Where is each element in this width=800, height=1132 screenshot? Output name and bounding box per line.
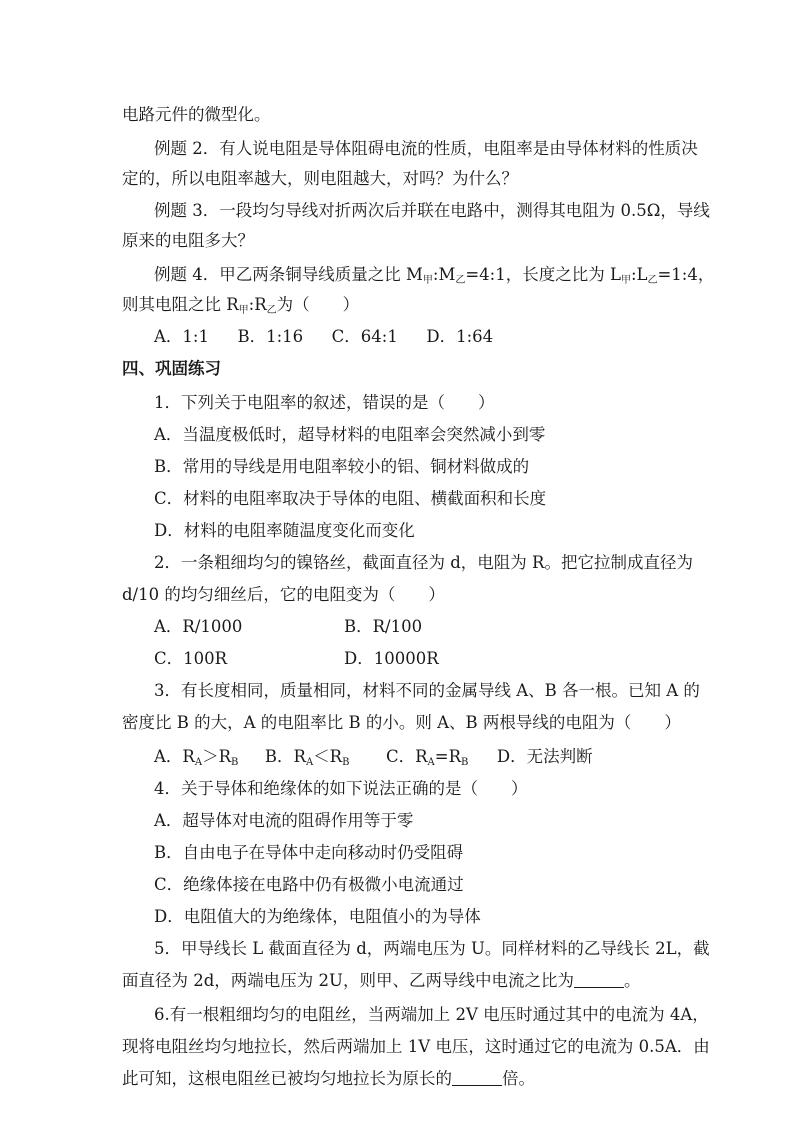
option-a: A．1:1 [154, 327, 209, 346]
q4-option-d: D．电阻值大的为绝缘体，电阻值小的为导体 [154, 907, 481, 926]
q3-option-d: D．无法判断 [496, 747, 593, 766]
option-b: B．1:16 [237, 327, 304, 346]
example-3-line-2: 原来的电阻多大？ [122, 231, 254, 250]
question-3-line-2: 密度比 B 的大，A 的电阻率比 B 的小。则 A、B 两根导线的电阻为（ ） [122, 713, 681, 732]
option-d: D．1:64 [426, 327, 494, 346]
example-3-line-1: 例题 3．一段均匀导线对折两次后并联在电路中，测得其电阻为 0.5Ω，导线 [154, 201, 710, 220]
question-2-line-2: d/10 的均匀细丝后，它的电阻变为（ ） [122, 585, 445, 604]
q2-options-row-2 [154, 648, 439, 670]
question-5-line-2: 面直径为 2d，两端电压为 2U，则甲、乙两导线中电流之比为 。 [122, 971, 641, 990]
q3-option-a: A．$R_A>R_B$ [154, 747, 239, 768]
question-3-line-1: 3．有长度相同，质量相同，材料不同的金属导线 A、B 各一根。已知 A 的 [154, 681, 700, 700]
example-2-line-2: 定的，所以电阻率越大，则电阻越大，对吗？为什么？ [122, 169, 518, 188]
q3-options [154, 746, 593, 774]
q1-option-d: D．材料的电阻率随温度变化而变化 [154, 521, 415, 540]
q1-option-b: B．常用的导线是用电阻率较小的铝、铜材料做成的 [154, 457, 530, 476]
question-5-line-1: 5．甲导线长 L 截面直径为 d，两端电压为 U。同样材料的乙导线长 2L，截 [154, 939, 710, 958]
question-1: 1．下列关于电阻率的叙述，错误的是（ ） [154, 393, 495, 412]
q3-option-b: B．$R_A<R_B$ [264, 747, 350, 768]
example-4-line-1: 例题 4．甲乙两条铜导线质量之比 $M_甲:M_乙=4:1$，长度之比为 $L_甲:L_乙=1:4$， [154, 265, 715, 286]
answer-blank[interactable] [452, 1069, 502, 1086]
question-2-line-1: 2．一条粗细均匀的镍铬丝，截面直径为 d，电阻为 R。把它拉制成直径为 [154, 553, 693, 572]
question-4: 4．关于导体和绝缘体的如下说法正确的是（ ） [154, 779, 528, 798]
example-2-line-1: 例题 2．有人说电阻是导体阻碍电流的性质，电阻率是由导体材料的性质决 [154, 139, 698, 158]
option-c: C．64:1 [331, 327, 398, 346]
q2-option-b: B．R/100 [344, 617, 423, 636]
example-4-options [154, 326, 493, 348]
q2-option-c: C．100R [154, 649, 228, 668]
q4-option-a: A．超导体对电流的阻碍作用等于零 [154, 811, 414, 830]
q3-option-c: C．$R_A=R_B$ [385, 747, 469, 768]
q2-option-d: D．10000R [344, 649, 439, 668]
question-6-line-2: 现将电阻丝均匀地拉长，然后两端加上 1V 电压，这时通过它的电流为 0.5A．由 [122, 1037, 710, 1056]
text-line: 电路元件的微型化。 [122, 105, 271, 124]
q2-options-row-1 [154, 616, 422, 638]
q1-option-c: C．材料的电阻率取决于导体的电阻、横截面积和长度 [154, 489, 547, 508]
section-heading: 四、巩固练习 [122, 359, 221, 378]
q2-option-a: A．R/1000 [154, 617, 243, 636]
answer-blank[interactable] [574, 971, 624, 988]
example-4-line-2: 则其电阻之比 $R_甲:R_乙$为（ ） [122, 295, 360, 316]
q4-option-c: C．绝缘体接在电路中仍有极微小电流通过 [154, 875, 464, 894]
q4-option-b: B．自由电子在导体中走向移动时仍受阻碍 [154, 843, 464, 862]
question-6-line-1: 6.有一根粗细均匀的电阻丝，当两端加上 2V 电压时通过其中的电流为 4A， [154, 1005, 709, 1024]
q1-option-a: A．当温度极低时，超导材料的电阻率会突然减小到零 [154, 425, 546, 444]
question-6-line-3: 此可知，这根电阻丝已被均匀地拉长为原长的 倍。 [122, 1069, 535, 1088]
